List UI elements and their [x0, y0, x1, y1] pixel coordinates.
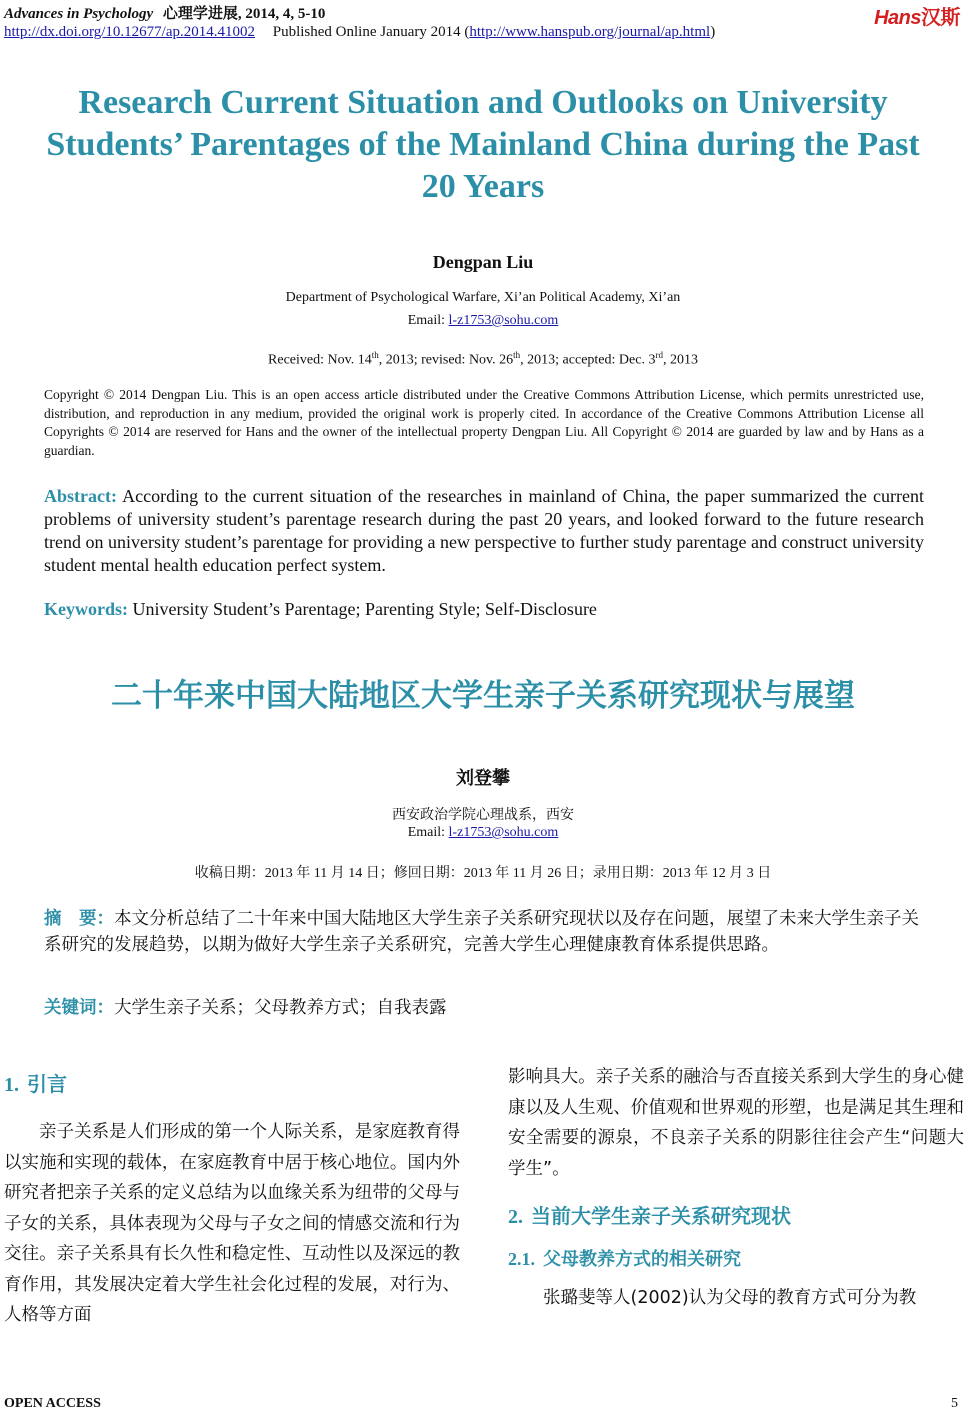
cn-email-label: Email: [407, 825, 449, 840]
logo-text-cn: 汉斯 [921, 7, 960, 29]
open-access-label: OPEN ACCESS [4, 1396, 101, 1411]
cn-abstract-text: 本文分析总结了二十年来中国大陆地区大学生亲子关系研究现状以及存在问题，展望了未来大学生亲子关系研究的发展趋势，以期为做好大学生亲子关系研究，完善大学生心理健康教育体系提供思路。 [44, 909, 919, 955]
hans-logo [874, 1, 960, 30]
cn-keywords [44, 994, 924, 1019]
section-1-paragraph: 亲子关系是人们形成的第一个人际关系，是家庭教育得以实施和实现的载体，在家庭教育中居于核心地位。国内外研究者把亲子关系的定义总结为以血缘关系为纽带的父母与子女的关系，具体表现为父母与子女之间的情感交流和行为交往。亲子关系具有长久性和稳定性、互动性以及深远的教育作用，其发展决定着大学生社会化过程的发展，对行为、人格等方面 [4, 1122, 460, 1325]
section-2-heading: 2. 当前大学生亲子关系研究现状 [508, 1204, 791, 1228]
keywords [44, 599, 924, 620]
email-line [0, 313, 966, 329]
cn-abstract-label: 摘 要： [44, 909, 114, 929]
journal-name: Advances in Psychology [4, 6, 154, 22]
body-column-right [508, 1068, 964, 1314]
abstract-text: According to the current situation of the researches in mainland of China, the paper summarized the current problems of university student’s parentage research during the past 20 years, and looked forward to the future research trend on university student’s parentage for providing a new perspective to further study parentage and construct university student mental health education perfect system. [44, 486, 924, 575]
cn-email-line [0, 825, 966, 841]
abstract-label: Abstract: [44, 486, 117, 506]
doi-link[interactable]: http://dx.doi.org/10.12677/ap.2014.41002 [4, 24, 255, 40]
keywords-label: Keywords: [44, 599, 128, 619]
journal-header [4, 2, 325, 23]
email-link[interactable]: l-z1753@sohu.com [448, 313, 559, 328]
cn-received-dates: 收稿日期：2013 年 11 月 14 日；修回日期：2013 年 11 月 26 日；录用日期：2013 年 12 月 3 日 [194, 866, 772, 881]
cn-keywords-label: 关键词： [44, 998, 114, 1018]
email-label: Email: [407, 313, 449, 328]
paper-title: Research Current Situation and Outlooks on University Students’ Parentages of the Mainland China during the Past 20 Years [46, 84, 920, 205]
section-2-1-paragraph: 张璐斐等人(2002)认为父母的教育方式可分为教 [543, 1288, 917, 1308]
section-1-heading: 1. 引言 [4, 1072, 67, 1096]
page-number: 5 [951, 1396, 958, 1411]
logo-text-en: Hans [874, 7, 921, 29]
published-prefix: Published Online January 2014 ( [272, 24, 470, 40]
received-dates: Received: Nov. 14th, 2013; revised: Nov. 26th, 2013; accepted: Dec. 3rd, 2013 [268, 350, 698, 368]
doi-line [4, 24, 715, 41]
affiliation: Department of Psychological Warfare, Xi’an Political Academy, Xi’an [285, 290, 681, 305]
abstract [44, 485, 924, 577]
copyright-notice: Copyright © 2014 Dengpan Liu. This is an open access article distributed under the Creative Commons Attribution License, which permits unrestricted use, distribution, and reproduction in any medium, provided the original work is properly cited. In accordance of the Creative Commons Attribution License all Copyrights © 2014 are reserved for Hans and the owner of the intellectual property Dengpan Liu. All Copyright © 2014 are guarded by law and by Hans as a guardian. [44, 387, 924, 458]
cn-paper-title: 二十年来中国大陆地区大学生亲子关系研究现状与展望 [111, 678, 855, 714]
section-2-1-heading: 2.1. 父母教养方式的相关研究 [508, 1249, 741, 1270]
keywords-text: University Student’s Parentage; Parenting Style; Self-Disclosure [132, 599, 597, 619]
published-suffix: ) [710, 24, 716, 40]
journal-volume: 心理学进展, 2014, 4, 5-10 [162, 6, 326, 22]
section-1-paragraph-cont: 影响具大。亲子关系的融洽与否直接关系到大学生的身心健康以及人生观、价值观和世界观的形塑，也是满足其生理和安全需要的源泉，不良亲子关系的阴影往往会产生“问题大学生”。 [508, 1067, 964, 1179]
journal-url-link[interactable]: http://www.hanspub.org/journal/ap.html [469, 24, 711, 40]
cn-author-name: 刘登攀 [456, 768, 510, 789]
cn-email-link[interactable]: l-z1753@sohu.com [448, 825, 559, 840]
cn-keywords-text: 大学生亲子关系；父母教养方式；自我表露 [114, 998, 447, 1018]
cn-affiliation: 西安政治学院心理战系，西安 [392, 808, 574, 823]
body-column-left [4, 1068, 460, 1331]
cn-abstract [44, 906, 924, 958]
author-name: Dengpan Liu [432, 252, 534, 272]
